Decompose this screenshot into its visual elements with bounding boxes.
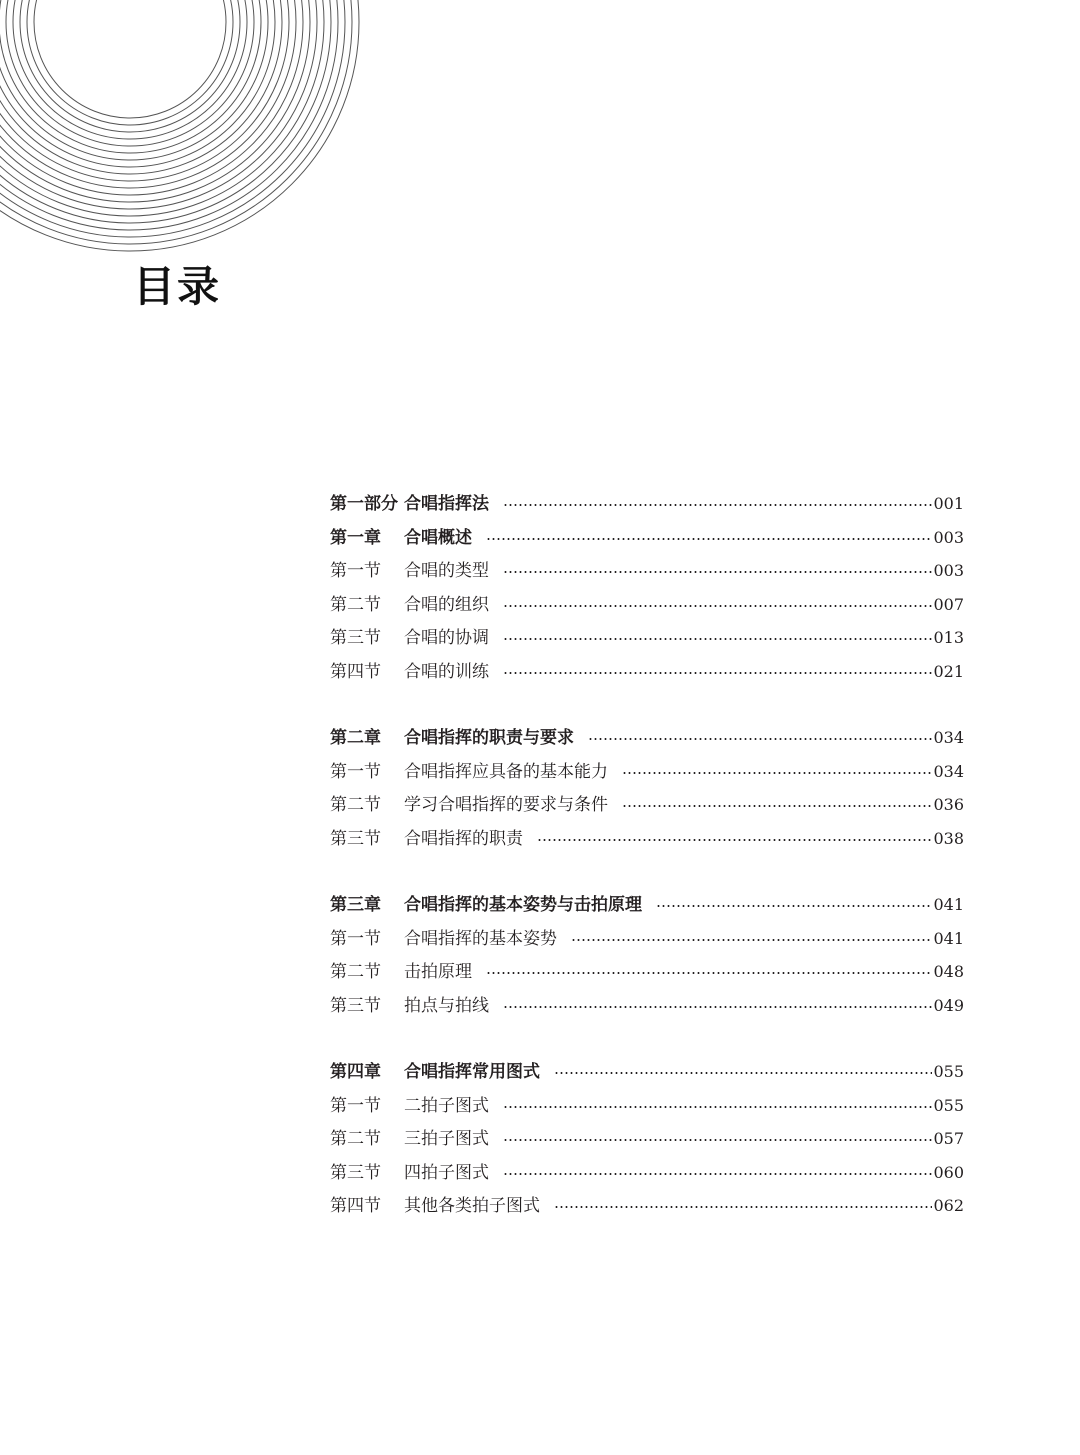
page-title: 目录 (133, 262, 222, 311)
toc-page-number: 048 (933, 962, 964, 981)
dot-leader (571, 939, 932, 941)
toc-section-entry[interactable] (330, 1189, 964, 1223)
toc-section-entry[interactable] (330, 655, 964, 689)
toc-page-number: 034 (933, 761, 964, 781)
toc-entry-title: 合唱指挥常用图式 (404, 1062, 540, 1082)
toc-entry-number: 第三节 (330, 828, 381, 849)
toc-entry-number: 第二章 (330, 728, 381, 748)
toc-entry-number: 第三节 (330, 1162, 381, 1183)
toc-section-entry[interactable] (330, 1089, 964, 1123)
toc-entry-number: 第二节 (330, 1129, 381, 1149)
toc-page-number: 055 (933, 1062, 964, 1081)
dot-leader (503, 504, 932, 506)
concentric-circles-decoration (0, 0, 370, 260)
toc-entry-title: 二拍子图式 (404, 1095, 489, 1116)
decorative-ring (0, 0, 261, 153)
toc-entry-title: 合唱指挥应具备的基本能力 (404, 761, 608, 782)
dot-leader (503, 1006, 932, 1008)
toc-page-number: 036 (933, 795, 964, 814)
toc-page-number: 013 (933, 628, 964, 647)
toc-chapter-entry[interactable] (330, 888, 964, 922)
toc-entry-title: 学习合唱指挥的要求与条件 (404, 795, 608, 815)
dot-leader (486, 538, 932, 540)
toc-entry-title: 拍点与拍线 (404, 995, 489, 1016)
dot-leader (503, 638, 932, 640)
decorative-ring (6, 0, 254, 146)
toc-page-number: 049 (933, 995, 964, 1015)
decorative-ring (0, 0, 324, 216)
toc-entry-title: 合唱指挥的基本姿势与击拍原理 (404, 895, 642, 915)
dot-leader (503, 1173, 932, 1175)
dot-leader (554, 1206, 932, 1208)
toc-section-entry[interactable] (330, 588, 964, 622)
decorative-ring (27, 0, 233, 125)
decorative-ring (0, 0, 296, 188)
toc-entry-number: 第二节 (330, 795, 381, 815)
toc-page-number: 034 (933, 728, 964, 747)
toc-entry-title: 合唱的协调 (404, 628, 489, 648)
toc-entry-title: 合唱指挥的职责与要求 (404, 728, 574, 748)
toc-section-entry[interactable] (330, 955, 964, 989)
toc-entry-number: 第四章 (330, 1062, 381, 1082)
toc-entry-number: 第三节 (330, 628, 381, 648)
toc-entry-title: 合唱的组织 (404, 594, 489, 615)
toc-entry-number: 第一节 (330, 1095, 381, 1116)
toc-entry-title: 击拍原理 (404, 962, 472, 982)
dot-leader (503, 1139, 932, 1141)
toc-page-number: 060 (933, 1162, 964, 1182)
toc-page-number: 003 (933, 561, 964, 580)
toc-section-entry[interactable] (330, 1122, 964, 1156)
toc-entry-number: 第二节 (330, 594, 381, 615)
toc-group (330, 721, 964, 855)
toc-chapter-entry[interactable] (330, 1055, 964, 1089)
toc-entry-number: 第四节 (330, 661, 381, 682)
toc-page-number: 001 (933, 494, 964, 513)
toc-entry-number: 第一节 (330, 761, 381, 782)
decorative-ring (0, 0, 359, 251)
toc-page-number: 055 (933, 1095, 964, 1115)
toc-section-entry[interactable] (330, 989, 964, 1023)
decorative-ring (0, 0, 338, 230)
toc-entry-title: 合唱的训练 (404, 661, 489, 682)
dot-leader (503, 1106, 932, 1108)
dot-leader (503, 571, 932, 573)
dot-leader (537, 839, 932, 841)
toc-entry-title: 四拍子图式 (404, 1162, 489, 1183)
toc-group (330, 487, 964, 688)
toc-section-entry[interactable] (330, 788, 964, 822)
toc-section-entry[interactable] (330, 755, 964, 789)
toc-group (330, 888, 964, 1022)
toc-section-entry[interactable] (330, 922, 964, 956)
toc-entry-title: 合唱的类型 (404, 561, 489, 581)
dot-leader (622, 805, 932, 807)
toc-entry-title: 合唱指挥法 (404, 494, 489, 514)
toc-page-number: 057 (933, 1129, 964, 1148)
toc-entry-number: 第一节 (330, 561, 381, 581)
toc-chapter-entry[interactable] (330, 721, 964, 755)
toc-entry-title: 合唱指挥的职责 (404, 828, 523, 849)
toc-page-number: 041 (933, 895, 964, 914)
decorative-ring (20, 0, 240, 132)
toc-entry-title: 合唱概述 (404, 527, 472, 548)
table-of-contents (330, 487, 964, 1256)
toc-entry-number: 第一部分 (330, 494, 398, 514)
toc-page-number: 007 (933, 594, 964, 614)
toc-section-entry[interactable] (330, 1156, 964, 1190)
toc-section-entry[interactable] (330, 621, 964, 655)
dot-leader (656, 905, 932, 907)
toc-entry-number: 第一节 (330, 928, 381, 949)
toc-section-entry[interactable] (330, 554, 964, 588)
toc-entry-number: 第二节 (330, 962, 381, 982)
dot-leader (503, 672, 932, 674)
toc-group (330, 1055, 964, 1223)
toc-page-number: 021 (933, 661, 964, 681)
dot-leader (503, 605, 932, 607)
dot-leader (486, 972, 932, 974)
toc-entry-number: 第一章 (330, 527, 381, 548)
toc-entry-number: 第三节 (330, 995, 381, 1016)
toc-page-number: 062 (933, 1196, 964, 1215)
toc-entry-number: 第三章 (330, 895, 381, 915)
toc-chapter-entry[interactable] (330, 487, 964, 521)
dot-leader (622, 772, 932, 774)
dot-leader (554, 1072, 932, 1074)
toc-section-entry[interactable] (330, 822, 964, 856)
toc-entry-title: 合唱指挥的基本姿势 (404, 928, 557, 949)
toc-page-number: 003 (933, 527, 964, 547)
toc-entry-number: 第四节 (330, 1196, 381, 1216)
toc-page-number: 038 (933, 828, 964, 848)
toc-chapter-entry[interactable] (330, 521, 964, 555)
toc-entry-title: 其他各类拍子图式 (404, 1196, 540, 1216)
toc-entry-title: 三拍子图式 (404, 1129, 489, 1149)
dot-leader (588, 738, 932, 740)
toc-page-number: 041 (933, 928, 964, 948)
